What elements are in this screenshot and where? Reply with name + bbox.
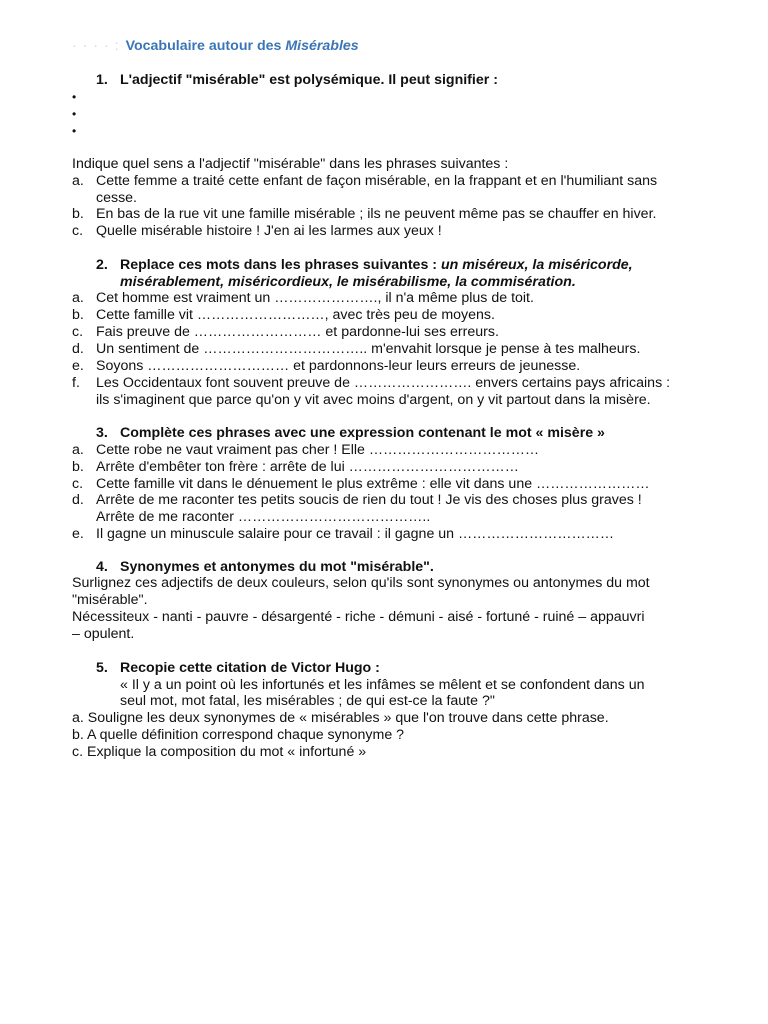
section-4-text: "misérable". [72,592,148,608]
item-text: Un sentiment de …………………………….. m'envahit lorsque je pense à tes malheurs. [96,341,641,357]
item-label: b. [72,459,84,475]
item-label: f. [72,375,80,391]
section-5-item: a. Souligne les deux synonymes de « misérables » que l'on trouve dans cette phrase. [72,710,609,726]
section-number: 1. [96,72,108,88]
item-label: a. [72,290,84,306]
item-text: ils s'imaginent que parce qu'on y vit avec moins d'argent, on y vit partout dans la misère. [96,392,651,408]
item-label: b. [72,206,84,222]
item-text: Cette famille vit ………………………, avec très peu de moyens. [96,307,495,323]
section-heading-text: Synonymes et antonymes du mot "misérable". [120,559,434,575]
section-number: 5. [96,660,108,676]
section-heading-text: Complète ces phrases avec une expression contenant le mot « misère » [120,425,605,441]
section-2-heading [96,257,633,274]
item-text: Arrête de me raconter tes petits soucis de rien du tout ! Je vis des choses plus graves ! [96,492,642,508]
item-label: e. [72,526,84,542]
item-label: c. [72,476,84,492]
bullet: • [72,107,77,121]
quote-line: seul mot, mot fatal, les misérables ; de qui est-ce la faute ?" [120,693,495,709]
title-italic: Misérables [285,38,359,54]
section-1-intro: Indique quel sens a l'adjectif "misérable" dans les phrases suivantes : [72,156,509,172]
section-4-heading [96,559,434,576]
item-text: Arrête de me raconter ………………………………….. [96,509,431,525]
item-text: Les Occidentaux font souvent preuve de ……………………. envers certains pays africains : [96,375,671,391]
item-label: a. [72,442,84,458]
item-text: Cette femme a traité cette enfant de façon misérable, en la frappant et en l'humiliant sans [96,173,658,189]
section-4-word-list: – opulent. [72,626,135,642]
section-3-heading [96,425,605,442]
quote-line: « Il y a un point où les infortunés et les infâmes se mêlent et se confondent dans un [120,677,645,693]
section-heading-text: Recopie cette citation de Victor Hugo : [120,660,380,676]
item-text: Arrête d'embêter ton frère : arrête de lui ……………………………… [96,459,519,475]
item-text: Cette robe ne vaut vraiment pas cher ! Elle ……………………………… [96,442,540,458]
bullet: • [72,90,77,104]
item-label: a. [72,173,84,189]
item-label: e. [72,358,84,374]
document-title [72,38,359,54]
item-text: Fais preuve de ……………………… et pardonne-lui ses erreurs. [96,324,499,340]
section-heading-italic: misérablement, miséricordieux, le misérabilisme, la commisération. [120,274,576,290]
section-5-heading [96,660,380,677]
item-label: d. [72,492,84,508]
item-text: Soyons ………………………… et pardonnons-leur leurs erreurs de jeunesse. [96,358,581,374]
section-2-heading-cont [120,274,576,291]
item-text: cesse. [96,190,138,206]
section-number: 2. [96,257,108,273]
section-4-word-list: Nécessiteux - nanti - pauvre - désargenté - riche - démuni - aisé - fortuné - ruiné – appauvri [72,609,645,625]
item-label: c. [72,324,84,340]
section-heading-italic: un miséreux, la miséricorde, [440,257,633,273]
section-5-item: b. A quelle définition correspond chaque synonyme ? [72,727,405,743]
section-5-item: c. Explique la composition du mot « infortuné » [72,744,367,760]
section-heading-text: L'adjectif "misérable" est polysémique. Il peut signifier : [120,72,498,88]
title-text: Vocabulaire autour des [125,38,282,54]
bullet: • [72,124,77,138]
section-number: 3. [96,425,108,441]
item-label: c. [72,223,84,239]
title-prefix: · · · · : [72,38,120,54]
item-text: En bas de la rue vit une famille misérable ; ils ne peuvent même pas se chauffer en hiver. [96,206,657,222]
item-text: Cet homme est vraiment un …………………., il n'a même plus de toit. [96,290,534,306]
section-number: 4. [96,559,108,575]
item-label: b. [72,307,84,323]
item-text: Cette famille vit dans le dénuement le plus extrême : elle vit dans une …………………… [96,476,650,492]
item-text: Il gagne un minuscule salaire pour ce travail : il gagne un …………………………… [96,526,615,542]
item-label: d. [72,341,84,357]
section-4-text: Surlignez ces adjectifs de deux couleurs, selon qu'ils sont synonymes ou antonymes du mot [72,575,650,591]
section-heading-text: Replace ces mots dans les phrases suivantes : [120,257,438,273]
section-1-heading [96,72,498,89]
item-text: Quelle misérable histoire ! J'en ai les larmes aux yeux ! [96,223,442,239]
